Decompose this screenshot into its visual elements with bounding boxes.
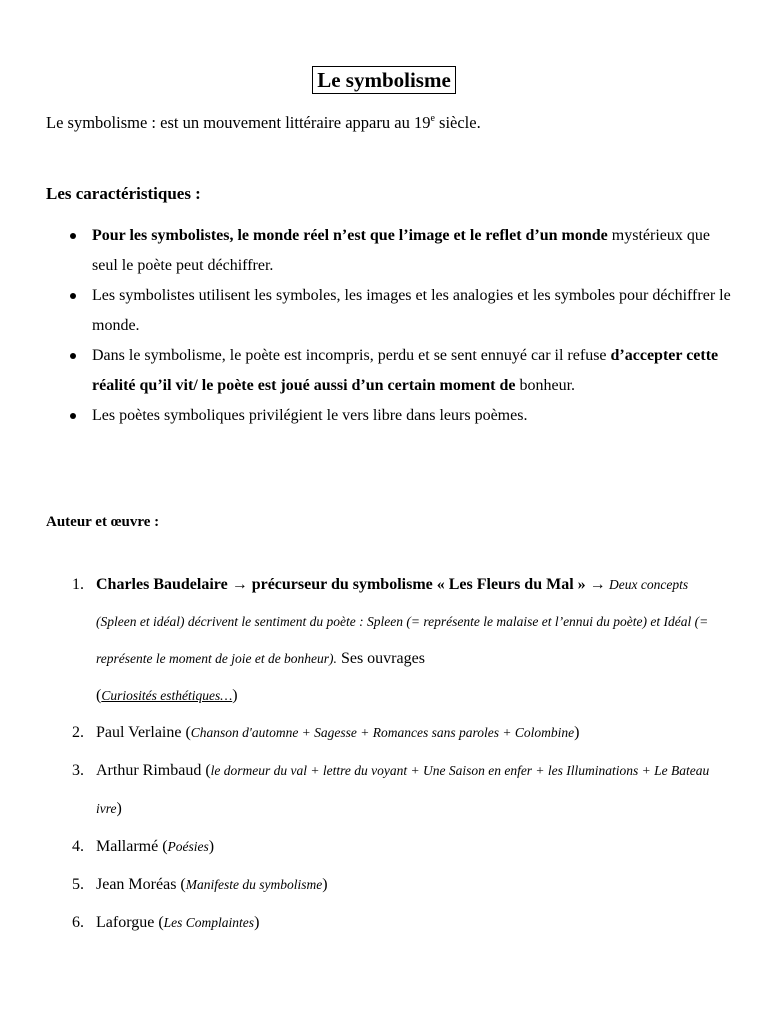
author-name: Mallarmé ( [96, 838, 168, 855]
author-name: Paul Verlaine ( [96, 724, 191, 741]
baudelaire-bold: Charles Baudelaire → précurseur du symbolisme « Les Fleurs du Mal » → [96, 576, 606, 593]
paren-close: ) [232, 687, 238, 704]
baudelaire-tail: Ses ouvrages [336, 650, 425, 667]
title-container [0, 66, 768, 94]
bullet-icon [70, 233, 76, 239]
bullet-3-bold: d’accepter cette réalité qu’il vit/ le poète est joué aussi d’un certain moment de [92, 347, 719, 394]
paren-open: ( [96, 687, 102, 704]
author-works: Chanson d'automne + Sagesse + Romances sans paroles + Colombine [190, 725, 575, 740]
list-item [0, 752, 728, 828]
page-title: Le symbolisme [312, 66, 456, 94]
list-item [0, 904, 728, 942]
item-number: 1. [72, 576, 84, 593]
bullet-4-text: Les poètes symboliques privilégient le vers libre dans leurs poèmes. [92, 407, 528, 424]
paren-close: ) [116, 800, 122, 817]
item-number: 4. [72, 838, 84, 855]
author-name: Laforgue ( [96, 914, 164, 931]
intro-superscript: e [430, 113, 435, 124]
characteristics-heading: Les caractéristiques : [46, 184, 201, 203]
list-item [0, 281, 732, 341]
author-works: le dormeur du val + lettre du voyant + Une Saison en enfer + les Illuminations + Le Bateau ivre [96, 763, 710, 816]
author-works: Manifeste du symbolisme [185, 877, 323, 892]
list-item [0, 221, 732, 281]
list-item [0, 341, 732, 401]
bullet-1-text: mystérieux que seul le poète peut déchiffrer. [92, 227, 710, 274]
curiosites-link: Curiosités esthétiques… [101, 688, 233, 703]
bullet-icon [70, 353, 76, 359]
works-list [0, 566, 768, 942]
intro-text: Le symbolisme : est un mouvement littéraire apparu au 19 [46, 113, 431, 132]
bullet-3-text: Dans le symbolisme, le poète est incompris, perdu et se sent ennuyé car il refuse [92, 347, 607, 364]
bullet-icon [70, 413, 76, 419]
works-heading: Auteur et œuvre : [46, 514, 160, 530]
paren-close: ) [208, 838, 215, 855]
intro-text-end: siècle. [434, 113, 481, 132]
list-item [0, 828, 728, 866]
bullet-2-text: Les symbolistes utilisent les symboles, les images et les analogies et les symboles pour déchiffrer le monde. [92, 287, 731, 334]
item-number: 5. [72, 876, 84, 893]
paren-close: ) [254, 914, 260, 931]
bullet-3-end: bonheur. [519, 377, 576, 394]
item-number: 6. [72, 914, 84, 931]
list-item [0, 866, 728, 904]
list-item [0, 566, 728, 714]
paren-close: ) [322, 876, 328, 893]
paren-close: ) [574, 724, 580, 741]
author-name: Arthur Rimbaud ( [96, 762, 211, 779]
characteristics-list [0, 221, 768, 431]
item-number: 3. [72, 762, 84, 779]
list-item [0, 714, 728, 752]
list-item [0, 401, 732, 431]
baudelaire-description: Deux concepts (Spleen et idéal) décrivent le sentiment du poète : Spleen (= représente le malaise et l’ennui du poète) et Idéal (= représente le moment de joie et de bonheur). [96, 577, 709, 666]
author-works: Les Complaintes [163, 915, 255, 930]
bullet-icon [70, 293, 76, 299]
author-name: Jean Moréas ( [96, 876, 186, 893]
author-works: Poésies [167, 839, 209, 854]
intro-paragraph [46, 113, 481, 133]
item-number: 2. [72, 724, 84, 741]
bullet-1-bold: Pour les symbolistes, le monde réel n’est que l’image et le reflet d’un monde [92, 227, 608, 244]
